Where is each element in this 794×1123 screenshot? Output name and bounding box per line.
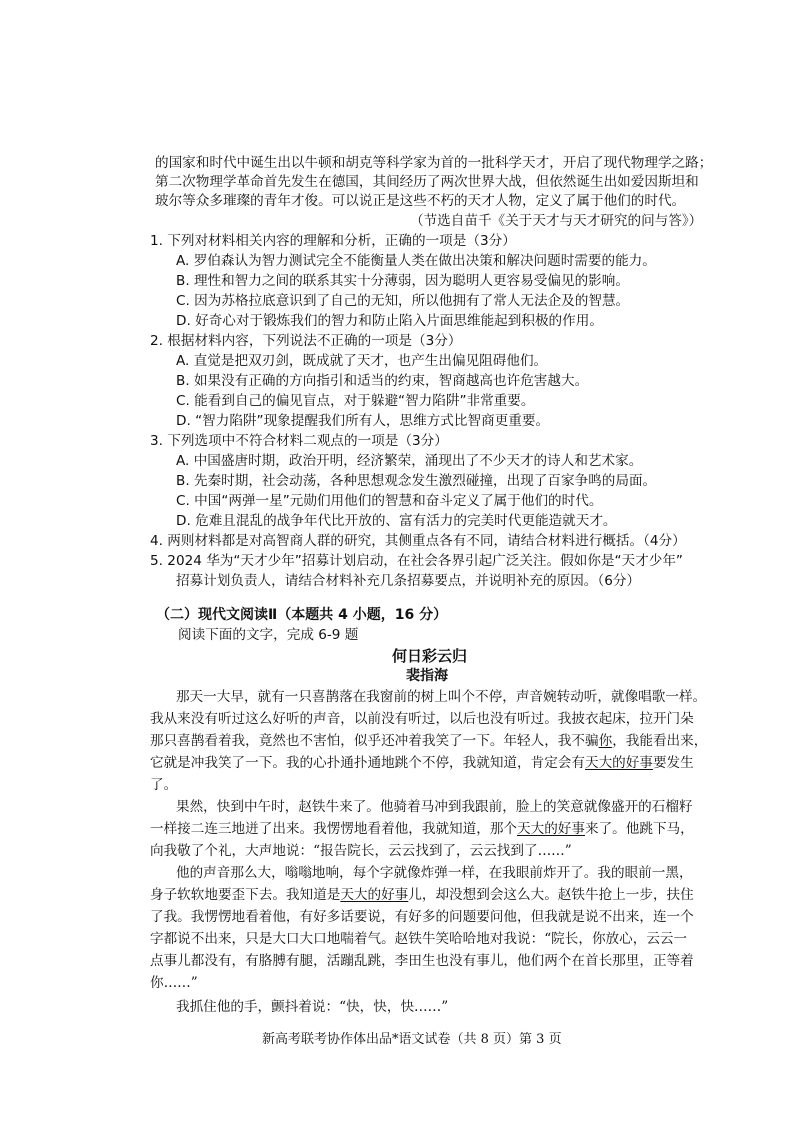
material-source: （节选自苗千《关于天才与天才研究的问与答》） bbox=[410, 213, 703, 229]
story-p2-line-3: 向我敬了个礼，大声地说：“报告院长，云云找到了，云云找到了……” bbox=[150, 843, 572, 859]
question-4-stem: 4. 两则材料都是对高智商人群的研究，其侧重点各有不同，请结合材料进行概括。（4分） bbox=[150, 533, 686, 549]
story-p2-line-1: 果然，快到中午时，赵铁牛来了。他骑着马冲到我跟前，脸上的笑意就像盛开的石榴籽 bbox=[176, 799, 693, 815]
question-5-continuation: 招募计划负责人，请结合材料补充几条招募要点，并说明补充的原因。（6分） bbox=[176, 573, 641, 589]
story-p1-line-5: 了。 bbox=[150, 777, 178, 793]
question-1-option-c: C. 因为苏格拉底意识到了自己的无知，所以他拥有了常人无法企及的智慧。 bbox=[176, 293, 630, 309]
page-footer: 新高考联考协作体出品*语文试卷（共 8 页）第 3 页 bbox=[262, 1032, 562, 1047]
question-1-stem: 1. 下列对材料相关内容的理解和分析，正确的一项是（3分） bbox=[150, 233, 516, 249]
story-p3-line-1: 他的声音那么大，嗡嗡地响，每个字就像炸弹一样，在我眼前炸开了。我的眼前一黑， bbox=[176, 865, 693, 881]
question-2-option-c: C. 能看到自己的偏见盲点，对于躲避“智力陷阱”非常重要。 bbox=[176, 393, 535, 409]
section-2-heading: （二）现代文阅读Ⅱ（本题共 4 小题，16 分） bbox=[156, 607, 448, 623]
story-p1-line-4: 它就是冲我笑了一下。我的心扑通扑通地跳个不停，我就知道，肯定会有天大的好事要发生 bbox=[150, 755, 694, 771]
story-author: 裴指海 bbox=[406, 668, 448, 684]
story-p3-line-4: 字都说不出来，只是大口大口地喘着气。赵铁牛笑哈哈地对我说：“院长，你放心，云云一 bbox=[150, 931, 688, 947]
material-line-2: 第二次物理学革命首先发生在德国，其间经历了两次世界大战，但依然诞生出如爱因斯坦和 bbox=[155, 174, 699, 190]
section-2-instruction: 阅读下面的文字，完成 6-9 题 bbox=[178, 627, 359, 643]
story-p3-line-6: 你……” bbox=[150, 975, 198, 991]
story-title: 何日彩云归 bbox=[392, 647, 468, 665]
story-p1-line-3: 那只喜鹊看着我，竟然也不害怕，似乎还冲着我笑了一下。年轻人，我不骗你，我能看出来， bbox=[150, 733, 708, 749]
story-p3-line-3: 了我。我愣愣地看着他，有好多话要说，有好多的问题要问他，但我就是说不出来，连一个 bbox=[150, 909, 694, 925]
question-3-stem: 3. 下列选项中不符合材料二观点的一项是（3分） bbox=[150, 433, 448, 449]
question-3-option-c: C. 中国“两弹一星”元勋们用他们的智慧和奋斗定义了属于他们的时代。 bbox=[176, 493, 603, 509]
question-1-option-a: A. 罗伯森认为智力测试完全不能衡量人类在做出决策和解决问题时需要的能力。 bbox=[176, 253, 656, 269]
question-2-option-b: B. 如果没有正确的方向指引和适当的约束，智商越高也许危害越大。 bbox=[176, 373, 589, 389]
question-3-option-a: A. 中国盛唐时期，政治开明，经济繁荣，涌现出了不少天才的诗人和艺术家。 bbox=[176, 453, 643, 469]
question-2-option-d: D. “智力陷阱”现象提醒我们所有人，思维方式比智商更重要。 bbox=[176, 413, 550, 429]
question-2-option-a: A. 直觉是把双刃剑，既成就了天才，也产生出偏见阻碍他们。 bbox=[176, 353, 548, 369]
story-p1-line-1: 那天一大早，就有一只喜鹊落在我窗前的树上叫个不停，声音婉转动听，就像唱歌一样。 bbox=[176, 689, 707, 705]
question-1-option-d: D. 好奇心对于锻炼我们的智力和防止陷入片面思维能起到积极的作用。 bbox=[176, 313, 603, 329]
story-p3-line-2: 身子软软地要歪下去。我知道是天大的好事儿，却没想到会这么大。赵铁牛抢上一步，扶住 bbox=[150, 887, 694, 903]
story-p3-line-5: 点事儿都没有，有胳膊有腿，活蹦乱跳，李田生也没有事儿，他们两个在首长那里，正等着 bbox=[150, 953, 694, 969]
material-line-3: 玻尔等众多璀璨的青年才俊。可以说正是这些不朽的天才人物，定义了属于他们的时代。 bbox=[155, 193, 686, 209]
question-1-option-b: B. 理性和智力之间的联系其实十分薄弱，因为聪明人更容易受偏见的影响。 bbox=[176, 273, 629, 289]
question-3-option-d: D. 危难且混乱的战争年代比开放的、富有活力的完美时代更能造就天才。 bbox=[176, 513, 617, 529]
story-p1-line-2: 我从来没有听过这么好听的声音，以前没有听过，以后也没有听过。我披衣起床，拉开门朵 bbox=[150, 711, 694, 727]
question-3-option-b: B. 先秦时期，社会动荡，各种思想观念发生激烈碰撞，出现了百家争鸣的局面。 bbox=[176, 473, 657, 489]
story-p4-line-1: 我抓住他的手，颤抖着说：“快，快，快……” bbox=[176, 999, 449, 1015]
question-5-stem: 5. 2024 华为“天才少年”招募计划启动，在社会各界引起广泛关注。假如你是“天才少年” bbox=[150, 553, 683, 569]
question-2-stem: 2. 根据材料内容，下列说法不正确的一项是（3分） bbox=[150, 333, 462, 349]
material-line-1: 的国家和时代中诞生出以牛顿和胡克等科学家为首的一批科学天才，开启了现代物理学之路； bbox=[155, 155, 713, 171]
story-p2-line-2: 一样接二连三地迸了出来。我愣愣地看着他，我就知道，那个天大的好事来了。他跳下马， bbox=[150, 821, 694, 837]
